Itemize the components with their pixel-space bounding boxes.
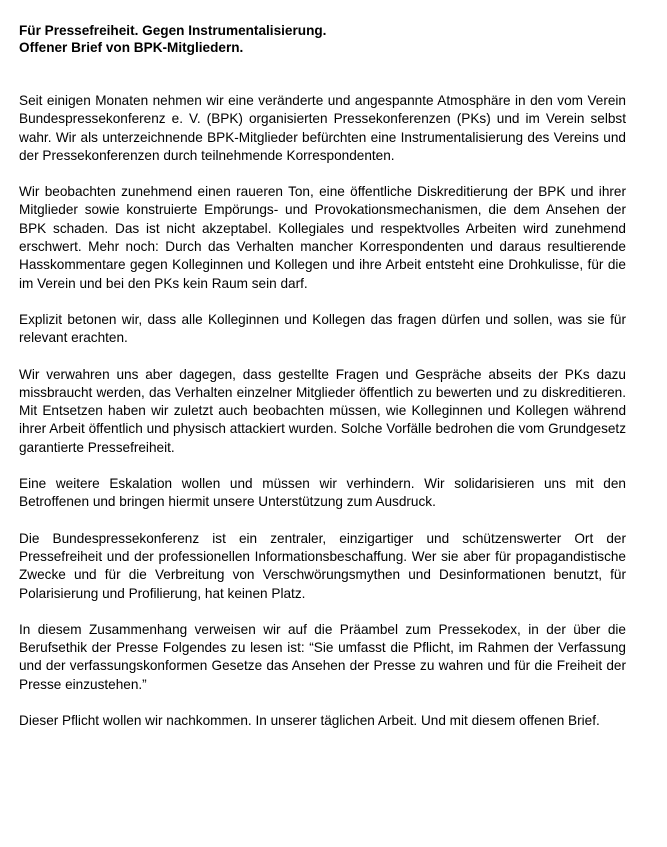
paragraph-2: Wir beobachten zunehmend einen raueren Ton, eine öffentliche Diskreditierung der BPK und ihrer Mitglieder sowie konstruierte Empörungs- und Provokationsmechanismen, die dem Ansehen der BPK schaden. Das ist nicht akzeptabel. Kollegiales und respektvolles Arbeiten wird zunehmend erschwert. Mehr noch: Durch das Verhalten mancher Korrespondenten und daraus resultierende Hasskommentare gegen Kolleginnen und Kollegen und ihre Arbeit entsteht eine Drohkulisse, für die im Verein und bei den PKs kein Raum sein darf. [19, 184, 626, 291]
title-line-1: Für Pressefreiheit. Gegen Instrumentalisierung. [19, 23, 327, 38]
document-page [19, 22, 626, 748]
paragraph-6: Die Bundespressekonferenz ist ein zentraler, einzigartiger und schützenswerter Ort der Pressefreiheit und der professionellen Informationsbeschaffung. Wer sie aber für propagandistische Zwecke und für die Verbreitung von Verschwörungsmythen und Desinformationen benutzt, für Polarisierung und Profilierung, hat keinen Platz. [19, 530, 626, 601]
title-line-2: Offener Brief von BPK-Mitgliedern. [19, 40, 244, 55]
document-body [19, 92, 626, 730]
paragraph-3: Explizit betonen wir, dass alle Kolleginnen und Kollegen das fragen dürfen und sollen, was sie für relevant erachten. [19, 311, 626, 346]
paragraph-7: In diesem Zusammenhang verweisen wir auf die Präambel zum Pressekodex, in der über die Berufsethik der Presse Folgendes zu lesen ist: “Sie umfasst die Pflicht, im Rahmen der Verfassung und der verfassungskonformen Gesetze das Ansehen der Presse zu wahren und für die Freiheit der Presse einzustehen.” [19, 621, 626, 692]
paragraph-8: Dieser Pflicht wollen wir nachkommen. In unserer täglichen Arbeit. Und mit diesem offenen Brief. [19, 713, 600, 729]
paragraph-5: Eine weitere Eskalation wollen und müssen wir verhindern. Wir solidarisieren uns mit den Betroffenen und bringen hiermit unsere Unterstützung zum Ausdruck. [19, 476, 626, 510]
document-title [19, 22, 626, 56]
paragraph-1: Seit einigen Monaten nehmen wir eine veränderte und angespannte Atmosphäre in den vom Verein Bundespressekonferenz e. V. (BPK) organisierten Pressekonferenzen (PKs) und im Verein selbst wahr. Wir als unterzeichnende BPK-Mitglieder befürchten eine Instrumentalisierung des Vereins und der Pressekonferenzen durch teilnehmende Korrespondenten. [19, 93, 626, 163]
paragraph-4: Wir verwahren uns aber dagegen, dass gestellte Fragen und Gespräche abseits der PKs dazu missbraucht werden, das Verhalten einzelner Mitglieder öffentlich zu bewerten und zu diskreditieren. Mit Entsetzen haben wir zuletzt auch beobachten müssen, wie Kolleginnen und Kollegen während ihrer Arbeit öffentlich und physisch attackiert wurden. Solche Vorfälle bedrohen die vom Grundgesetz garantierte Pressefreiheit. [19, 366, 626, 455]
